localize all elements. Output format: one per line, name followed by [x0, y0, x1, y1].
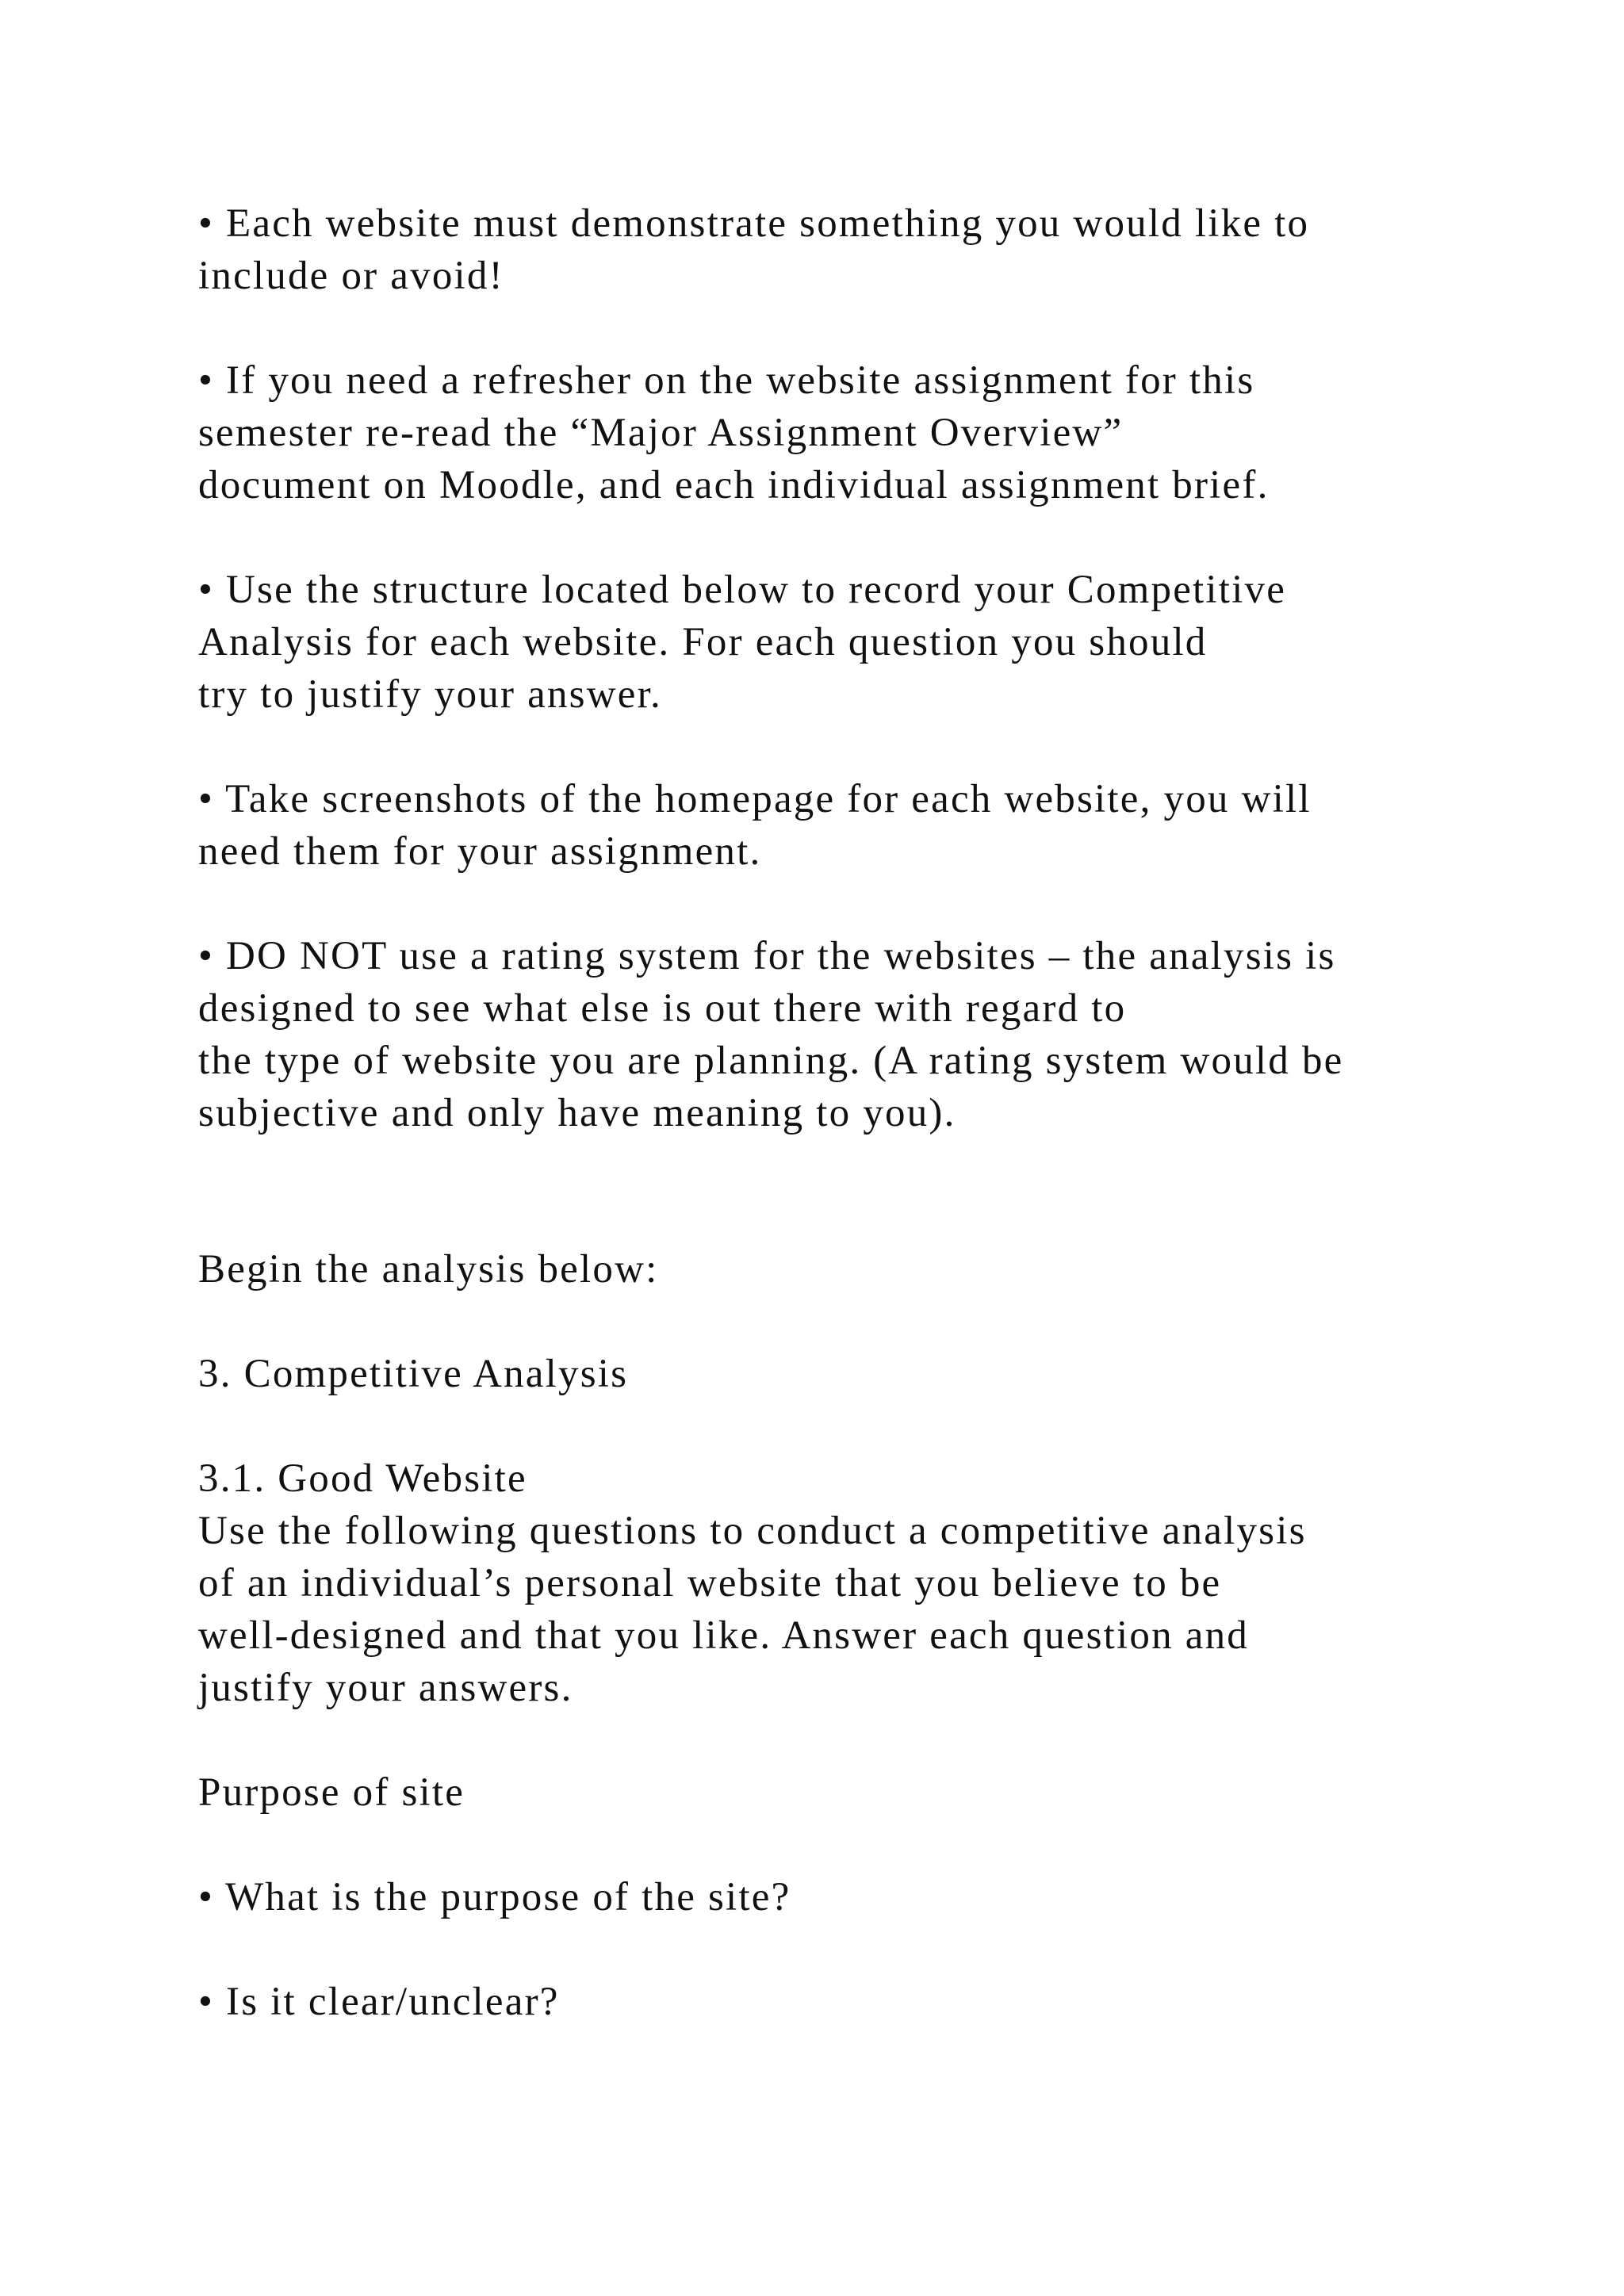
bullet-rating-line-2: designed to see what else is out there with regard to — [198, 986, 1127, 1031]
bullet-rating-line-1: • DO NOT use a rating system for the websites – the analysis is — [198, 934, 1336, 978]
bullet-refresher-line-1: • If you need a refresher on the website assignment for this — [198, 358, 1255, 403]
begin-analysis-text: Begin the analysis below: — [198, 1247, 659, 1292]
bullet-structure-line-3: try to justify your answer. — [198, 672, 662, 717]
subsection-heading-good-website: 3.1. Good Website — [198, 1456, 527, 1501]
question-clear-unclear: • Is it clear/unclear? — [198, 1980, 560, 2024]
bullet-rating-line-3: the type of website you are planning. (A rating system would be — [198, 1039, 1344, 1083]
bullet-refresher-line-3: document on Moodle, and each individual assignment brief. — [198, 463, 1270, 507]
bullet-rating-line-4: subjective and only have meaning to you). — [198, 1091, 956, 1135]
bullet-refresher-line-2: semester re-read the “Major Assignment Overview” — [198, 411, 1124, 455]
bullet-include-or-avoid-line-1: • Each website must demonstrate something you would like to — [198, 201, 1310, 246]
bullet-structure-line-2: Analysis for each website. For each question you should — [198, 620, 1208, 664]
good-website-instructions-line-1: Use the following questions to conduct a competitive analysis — [198, 1509, 1307, 1553]
good-website-instructions-line-4: justify your answers. — [198, 1666, 573, 1710]
good-website-instructions-line-2: of an individual’s personal website that you believe to be — [198, 1561, 1222, 1605]
bullet-screenshots-line-1: • Take screenshots of the homepage for each website, you will — [198, 777, 1312, 821]
section-heading-competitive-analysis: 3. Competitive Analysis — [198, 1352, 629, 1396]
bullet-screenshots-line-2: need them for your assignment. — [198, 829, 762, 874]
purpose-of-site-heading: Purpose of site — [198, 1770, 465, 1815]
bullet-include-or-avoid-line-2: include or avoid! — [198, 254, 504, 298]
good-website-instructions-line-3: well-designed and that you like. Answer each question and — [198, 1613, 1249, 1658]
bullet-structure-line-1: • Use the structure located below to record your Competitive — [198, 568, 1287, 612]
question-purpose-of-site: • What is the purpose of the site? — [198, 1875, 791, 1919]
